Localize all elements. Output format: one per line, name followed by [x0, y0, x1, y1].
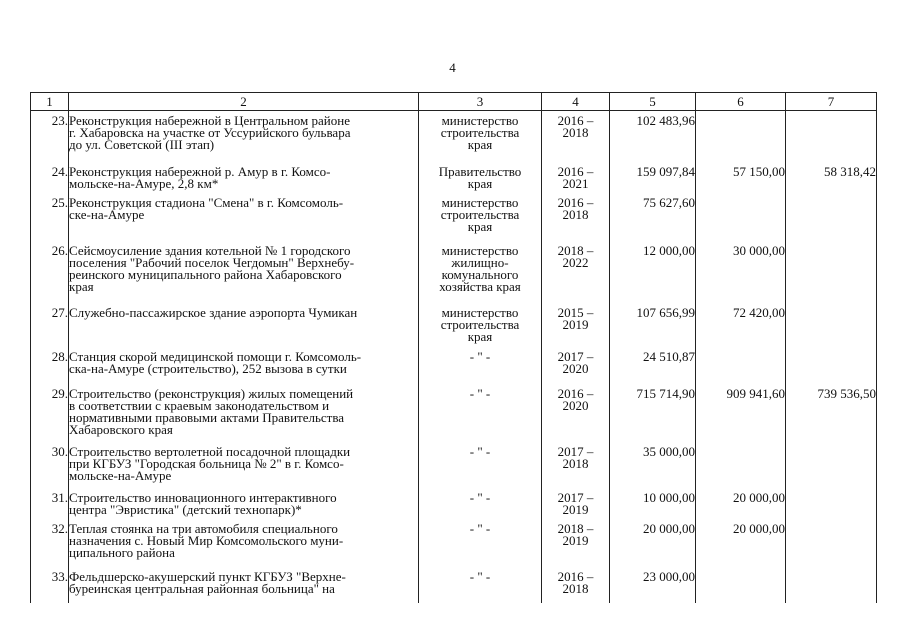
implementation-period	[542, 488, 610, 519]
project-name-line: реинского муниципального района Хабаровского	[69, 266, 342, 282]
amount-v7: 58 318,42	[786, 162, 877, 193]
row-number: 32.	[31, 519, 69, 567]
column-header: 6	[696, 93, 786, 111]
amount-v6	[696, 567, 786, 603]
project-name-line: Теплая стоянка на три автомобиля специального	[69, 520, 338, 536]
amount-v6: 30 000,00	[696, 241, 786, 303]
project-name-line: Реконструкция набережной р. Амур в г. Комсо-	[69, 163, 331, 179]
project-name-line: центра "Эвристика" (детский технопарк)*	[69, 501, 302, 517]
period-line: 2016 –	[557, 568, 594, 584]
implementation-period	[542, 241, 610, 303]
table-row	[31, 488, 877, 519]
organization-line: комунального	[441, 266, 519, 282]
column-header: 3	[419, 93, 542, 111]
period-line: 2018	[562, 580, 589, 596]
organization-line: строительства	[440, 206, 520, 222]
amount-v5: 35 000,00	[610, 442, 696, 488]
organization-line: министерство	[441, 194, 519, 210]
row-number: 26.	[31, 241, 69, 303]
table-row	[31, 111, 877, 162]
organization-line: края	[467, 175, 493, 191]
project-name-line: поселения "Рабочий поселок Чегдомын" Верхнебу-	[69, 254, 355, 270]
organization-line: - " -	[469, 385, 491, 401]
table-row	[31, 193, 877, 241]
amount-v7	[786, 442, 877, 488]
period-line: 2015 –	[557, 304, 594, 320]
table-row	[31, 519, 877, 567]
organization-line: - " -	[469, 568, 491, 584]
table-row	[31, 241, 877, 303]
row-number: 23.	[31, 111, 69, 162]
period-line: 2020	[562, 360, 589, 376]
amount-v5: 102 483,96	[610, 111, 696, 162]
project-name-line: г. Хабаровска на участке от Уссурийского бульвара	[69, 125, 351, 140]
project-name	[69, 162, 419, 193]
organization-line: края	[467, 328, 493, 344]
amount-v5: 24 510,87	[610, 347, 696, 384]
period-line: 2022	[562, 254, 589, 270]
table-row	[31, 384, 877, 442]
amount-v5: 75 627,60	[610, 193, 696, 241]
page-number: 4	[449, 60, 456, 75]
amount-v5: 23 000,00	[610, 567, 696, 603]
amount-v7	[786, 111, 877, 162]
amount-v6: 20 000,00	[696, 488, 786, 519]
project-name	[69, 241, 419, 303]
organization-line: министерство	[441, 304, 519, 320]
amount-v7	[786, 519, 877, 567]
project-name-line: Станция скорой медицинской помощи г. Комсомоль-	[69, 348, 362, 364]
table-row	[31, 347, 877, 384]
table-row	[31, 162, 877, 193]
organization-line: министерство	[441, 242, 519, 258]
project-name	[69, 303, 419, 347]
investment-table	[30, 92, 877, 603]
project-name-line: ске-на-Амуре	[69, 206, 145, 222]
period-line: 2017 –	[557, 489, 594, 505]
amount-v5: 107 656,99	[610, 303, 696, 347]
project-name	[69, 347, 419, 384]
implementation-period	[542, 303, 610, 347]
responsible-organization	[419, 193, 542, 241]
period-line: 2016 –	[557, 194, 594, 210]
period-line: 2018 –	[557, 242, 594, 258]
organization-line: - " -	[469, 443, 491, 459]
amount-v7	[786, 303, 877, 347]
organization-line: Правительство	[438, 163, 522, 179]
project-name-line: Строительство инновационного интерактивного	[69, 489, 337, 505]
period-line: 2018	[562, 206, 589, 222]
amount-v7	[786, 347, 877, 384]
amount-v5: 159 097,84	[610, 162, 696, 193]
responsible-organization	[419, 111, 542, 162]
amount-v6	[696, 111, 786, 162]
responsible-organization	[419, 303, 542, 347]
amount-v6: 72 420,00	[696, 303, 786, 347]
amount-v5: 10 000,00	[610, 488, 696, 519]
project-name-line: Строительство вертолетной посадочной площадки	[69, 443, 351, 459]
period-line: 2019	[562, 532, 589, 548]
implementation-period	[542, 519, 610, 567]
project-name	[69, 442, 419, 488]
period-line: 2018	[562, 455, 589, 471]
project-name	[69, 488, 419, 519]
responsible-organization	[419, 384, 542, 442]
amount-v6	[696, 193, 786, 241]
period-line: 2018	[562, 125, 589, 140]
project-name-line: мольске-на-Амуре	[69, 467, 172, 483]
table-row	[31, 303, 877, 347]
organization-line: края	[467, 218, 493, 234]
amount-v5: 715 714,90	[610, 384, 696, 442]
project-name-line: Служебно-пассажирское здание аэропорта Чумикан	[69, 304, 358, 320]
project-name-line: буреинская центральная районная больница" на	[69, 580, 335, 596]
project-name-line: Строительство (реконструкция) жилых помещений	[69, 385, 354, 401]
table-row	[31, 567, 877, 603]
row-number: 33.	[31, 567, 69, 603]
responsible-organization	[419, 442, 542, 488]
amount-v6: 20 000,00	[696, 519, 786, 567]
responsible-organization	[419, 241, 542, 303]
organization-line: министерство	[441, 113, 519, 128]
column-header: 5	[610, 93, 696, 111]
project-name-line: в соответствии с краевым законодательством и	[69, 397, 330, 413]
project-name-line: назначения с. Новый Мир Комсомольского муни-	[69, 532, 344, 548]
project-name	[69, 111, 419, 162]
project-name-line: края	[69, 278, 94, 294]
project-name-line: Фельдшерско-акушерский пункт КГБУЗ "Верхне-	[69, 568, 346, 584]
responsible-organization	[419, 162, 542, 193]
row-number: 25.	[31, 193, 69, 241]
amount-v6: 909 941,60	[696, 384, 786, 442]
period-line: 2016 –	[557, 163, 594, 179]
project-name-line: ципального района	[69, 544, 175, 560]
period-line: 2019	[562, 501, 589, 517]
implementation-period	[542, 384, 610, 442]
period-line: 2017 –	[557, 348, 594, 364]
implementation-period	[542, 567, 610, 603]
period-line: 2019	[562, 316, 589, 332]
project-name-line: при КГБУЗ "Городская больница № 2" в г. Комсо-	[69, 455, 344, 471]
column-header: 7	[786, 93, 877, 111]
organization-line: края	[467, 137, 493, 152]
project-name-line: ска-на-Амуре (строительство), 252 вызова в сутки	[69, 360, 347, 376]
row-number: 30.	[31, 442, 69, 488]
project-name	[69, 519, 419, 567]
amount-v6: 57 150,00	[696, 162, 786, 193]
column-header: 4	[542, 93, 610, 111]
responsible-organization	[419, 567, 542, 603]
row-number: 29.	[31, 384, 69, 442]
period-line: 2017 –	[557, 443, 594, 459]
period-line: 2018 –	[557, 520, 594, 536]
project-name-line: Реконструкция стадиона "Смена" в г. Комсомоль-	[69, 194, 344, 210]
table-row	[31, 442, 877, 488]
responsible-organization	[419, 519, 542, 567]
amount-v5: 20 000,00	[610, 519, 696, 567]
amount-v7	[786, 567, 877, 603]
organization-line: хозяйства края	[439, 278, 521, 294]
project-name-line: до ул. Советской (III этап)	[69, 137, 215, 152]
row-number: 24.	[31, 162, 69, 193]
responsible-organization	[419, 488, 542, 519]
organization-line: строительства	[440, 125, 520, 140]
organization-line: жилищно-	[451, 254, 509, 270]
row-number: 27.	[31, 303, 69, 347]
project-name	[69, 567, 419, 603]
implementation-period	[542, 111, 610, 162]
amount-v7	[786, 241, 877, 303]
period-line: 2020	[562, 397, 589, 413]
project-name-line: Сейсмоусиление здания котельной № 1 городского	[69, 242, 351, 258]
period-line: 2021	[562, 175, 589, 191]
responsible-organization	[419, 347, 542, 384]
header-row	[31, 93, 877, 111]
project-name-line: нормативными правовыми актами Правительства	[69, 409, 345, 425]
project-name	[69, 384, 419, 442]
organization-line: - " -	[469, 489, 491, 505]
column-header: 2	[69, 93, 419, 111]
implementation-period	[542, 347, 610, 384]
amount-v7	[786, 488, 877, 519]
period-line: 2016 –	[557, 113, 594, 128]
organization-line: строительства	[440, 316, 520, 332]
organization-line: - " -	[469, 520, 491, 536]
project-name-line: Реконструкция набережной в Центральном районе	[69, 113, 350, 128]
amount-v7: 739 536,50	[786, 384, 877, 442]
amount-v6	[696, 442, 786, 488]
implementation-period	[542, 442, 610, 488]
amount-v7	[786, 193, 877, 241]
organization-line: - " -	[469, 348, 491, 364]
project-name	[69, 193, 419, 241]
row-number: 28.	[31, 347, 69, 384]
period-line: 2016 –	[557, 385, 594, 401]
amount-v5: 12 000,00	[610, 241, 696, 303]
project-name-line: мольске-на-Амуре, 2,8 км*	[69, 175, 219, 191]
amount-v6	[696, 347, 786, 384]
row-number: 31.	[31, 488, 69, 519]
project-name-line: Хабаровского края	[69, 421, 173, 437]
column-header: 1	[31, 93, 69, 111]
implementation-period	[542, 193, 610, 241]
implementation-period	[542, 162, 610, 193]
